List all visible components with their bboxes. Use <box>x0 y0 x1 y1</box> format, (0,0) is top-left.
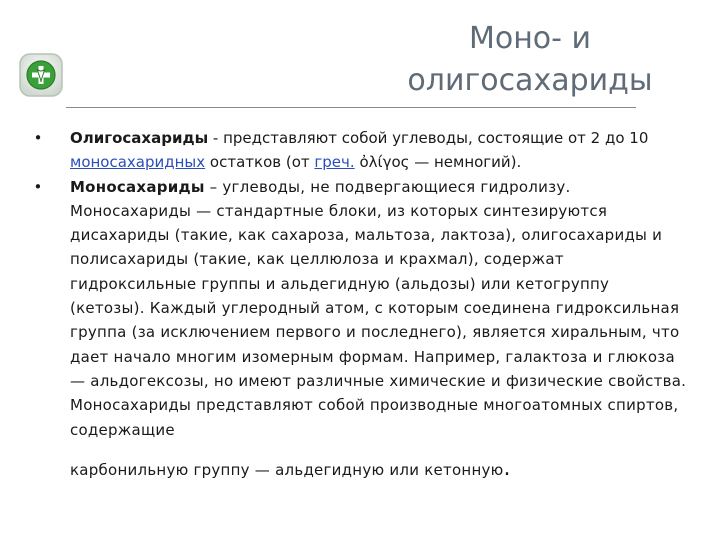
title-line-1: Моно- и <box>468 21 592 56</box>
green-cross-pharmacy-icon <box>18 52 64 98</box>
link-monosaccharide[interactable]: моносахаридных <box>70 153 206 172</box>
link-greek[interactable]: греч. <box>314 153 355 172</box>
title-divider <box>66 107 636 108</box>
title-line-2: олигосахариды <box>407 63 653 98</box>
definition-text: - представляют собой углеводы, состоящие от 2 до 10 <box>208 129 649 147</box>
definition-last-line <box>70 455 688 482</box>
definition-text: карбонильную группу — альдегидную или кетонную <box>70 460 504 479</box>
bullet-monosaccharides <box>28 175 688 483</box>
definition-text: ὀλίγος — немногий). <box>354 153 522 172</box>
slide-body <box>28 126 688 482</box>
definition-text: остатков (от <box>205 153 315 172</box>
term-oligosaccharides: Олигосахариды <box>70 129 209 147</box>
definition-text: – углеводы, не подвергающиеся гидролизу. Моносахариды — стандартные блоки, из которых синтезируются дисахариды (такие, как сахароза, мальтоза, лактоза), олигосахариды и полисахариды (такие, как целлюлоза и крахмал), содержат гидроксильные группы и альдегидную (альдозы) или кетогруппу (кетозы). Каждый углеродный атом, с которым соединена гидроксильная группа (за исключением первого и последнего), является хиральным, что дает начало многим изомерным формам. Например, галактоза и глюкоза — альдогексозы, но имеют различные химические и физические свойства. Моносахариды представляют собой производные многоатомных спиртов, содержащие <box>70 177 687 439</box>
term-monosaccharides: Моносахариды <box>70 177 205 196</box>
bullet-marker: • <box>33 177 43 196</box>
bullet-marker: • <box>33 129 43 147</box>
bullet-oligosaccharides <box>28 126 688 175</box>
final-period: . <box>503 455 511 481</box>
page-title <box>380 18 680 102</box>
